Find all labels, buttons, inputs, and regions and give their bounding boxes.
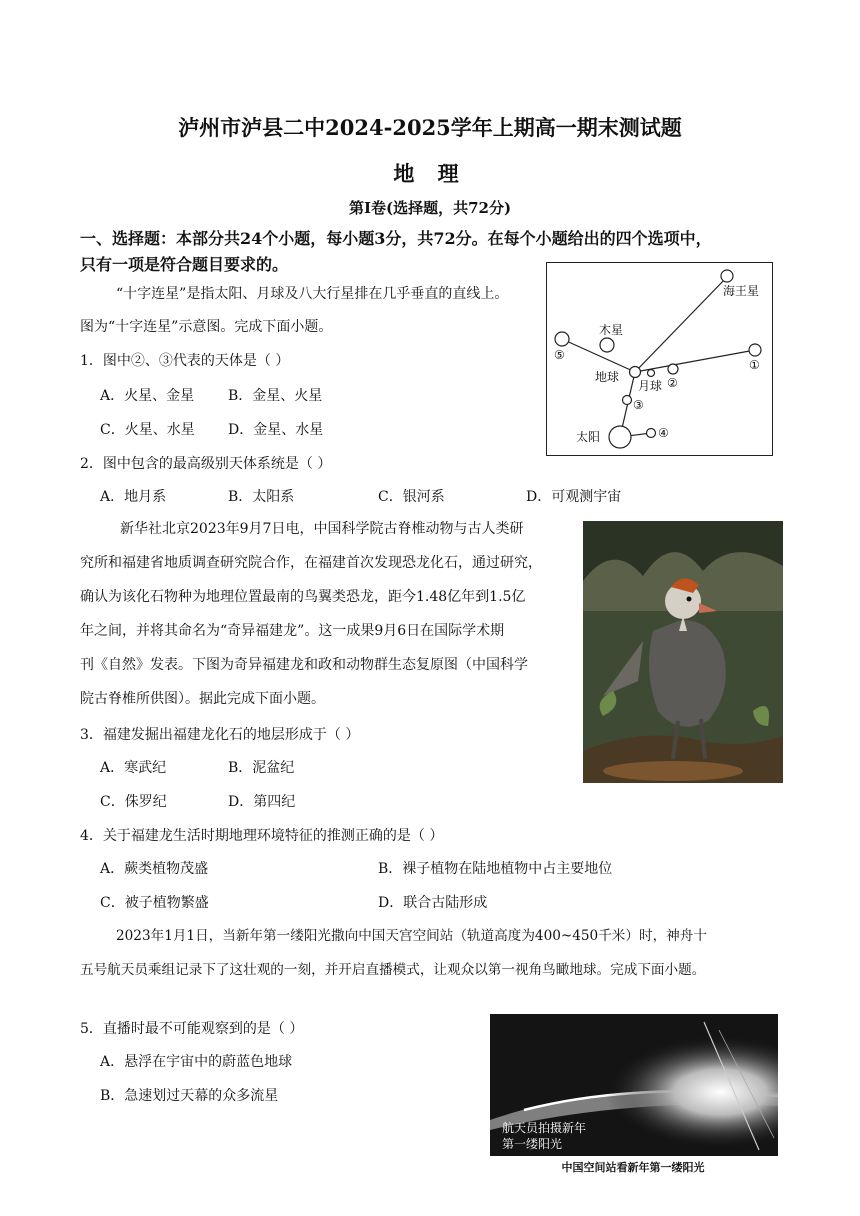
cross-alignment-diagram	[546, 262, 773, 456]
q4-option-d[interactable]: D．联合古陆形成	[378, 895, 488, 911]
q2-stem: 2．图中包含的最高级别天体系统是（ ）	[80, 456, 332, 472]
label-moon: 月球	[638, 379, 663, 393]
label-jupiter: 木星	[599, 323, 624, 337]
label-neptune: 海王星	[723, 284, 760, 298]
section-heading-line1: 一、选择题：本部分共24个小题，每小题3分，共72分。在每个小题给出的四个选项中，	[80, 229, 712, 248]
passage2-line2: 究所和福建省地质调查研究院合作，在福建首次发现恐龙化石，通过研究，	[80, 555, 542, 571]
q1-option-c[interactable]: C．火星、水星	[100, 422, 195, 438]
q5-option-b[interactable]: B．急速划过天幕的众多流星	[100, 1088, 279, 1104]
passage2-line3: 确认为该化石物种为地理位置最南的鸟翼类恐龙，距今1.48亿年到1.5亿	[80, 589, 526, 605]
q2-option-a[interactable]: A．地月系	[100, 489, 167, 505]
q4-option-c[interactable]: C．被子植物繁盛	[100, 895, 209, 911]
planet-3	[623, 396, 632, 405]
q5-stem: 5．直播时最不可能观察到的是（ ）	[80, 1021, 304, 1037]
passage2-line5: 刊《自然》发表。下图为奇异福建龙和政和动物群生态复原图（中国科学	[80, 657, 528, 673]
q4-stem: 4．关于福建龙生活时期地理环境特征的推测正确的是（ ）	[80, 828, 444, 844]
passage3-line2: 五号航天员乘组记录下了这壮观的一刻，并开启直播模式，让观众以第一视角鸟瞰地球。完成下面小题。	[80, 962, 706, 978]
passage2-line1: 新华社北京2023年9月7日电，中国科学院古脊椎动物与古人类研	[120, 521, 524, 537]
label-n5: ⑤	[554, 348, 565, 362]
q3-option-a[interactable]: A．寒武纪	[100, 760, 167, 776]
part-heading: 第I卷(选择题，共72分)	[348, 199, 512, 217]
q2-option-b[interactable]: B．太阳系	[228, 489, 295, 505]
passage1-line2: 图为“十字连星”示意图。完成下面小题。	[80, 319, 333, 335]
q2-option-c[interactable]: C．银河系	[378, 489, 445, 505]
label-n3: ③	[633, 398, 644, 412]
neptune-planet	[721, 270, 733, 282]
q4-option-a[interactable]: A．蕨类植物茂盛	[100, 861, 209, 877]
photo-overlay-line1: 航天员拍摄新年	[502, 1121, 587, 1135]
q1-option-b[interactable]: B．金星、火星	[228, 388, 323, 404]
q2-option-d[interactable]: D．可观测宇宙	[526, 489, 622, 505]
earth-planet	[630, 367, 641, 378]
q3-option-d[interactable]: D．第四纪	[228, 794, 296, 810]
subject-title: 地 理	[393, 161, 467, 186]
q3-option-c[interactable]: C．侏罗纪	[100, 794, 167, 810]
q3-stem: 3．福建发掘出福建龙化石的地层形成于（ ）	[80, 727, 360, 743]
label-n2: ②	[667, 376, 678, 390]
dinosaur-reconstruction-image	[583, 521, 783, 783]
q1-option-d[interactable]: D．金星、水星	[228, 422, 324, 438]
label-earth: 地球	[595, 370, 620, 384]
photo-overlay-line2: 第一缕阳光	[502, 1137, 563, 1151]
label-n4: ④	[658, 426, 669, 440]
label-n1: ①	[749, 358, 760, 372]
passage1-line1: “十字连星”是指太阳、月球及八大行星排在几乎垂直的直线上。	[116, 286, 509, 302]
planet-2	[668, 364, 678, 374]
section-heading-line2: 只有一项是符合题目要求的。	[80, 255, 289, 274]
jupiter-planet	[600, 338, 614, 352]
q1-stem: 1．图中②、③代表的天体是（ ）	[80, 353, 290, 369]
passage2-line6: 院古脊椎所供图）。据此完成下面小题。	[80, 691, 325, 707]
q4-option-b[interactable]: B．裸子植物在陆地植物中占主要地位	[378, 861, 613, 877]
photo-caption: 中国空间站看新年第一缕阳光	[561, 1161, 705, 1174]
planet-1	[749, 344, 761, 356]
q3-option-b[interactable]: B．泥盆纪	[228, 760, 295, 776]
space-station-photo	[484, 1010, 782, 1176]
planet-4	[647, 429, 656, 438]
label-sun: 太阳	[576, 430, 601, 444]
q1-option-a[interactable]: A．火星、金星	[100, 388, 195, 404]
passage2-line4: 年之间，并将其命名为“奇异福建龙”。这一成果9月6日在国际学术期	[80, 623, 505, 639]
q5-option-a[interactable]: A．悬浮在宇宙中的蔚蓝色地球	[100, 1054, 293, 1070]
page-title: 泸州市泸县二中2024-2025学年上期高一期末测试题	[178, 115, 682, 140]
sun-body	[609, 426, 631, 448]
passage3-line1: 2023年1月1日，当新年第一缕阳光撒向中国天宫空间站（轨道高度为400~450千米）时，神舟十	[116, 928, 707, 944]
moon-body	[648, 370, 655, 377]
planet-5	[555, 332, 569, 346]
